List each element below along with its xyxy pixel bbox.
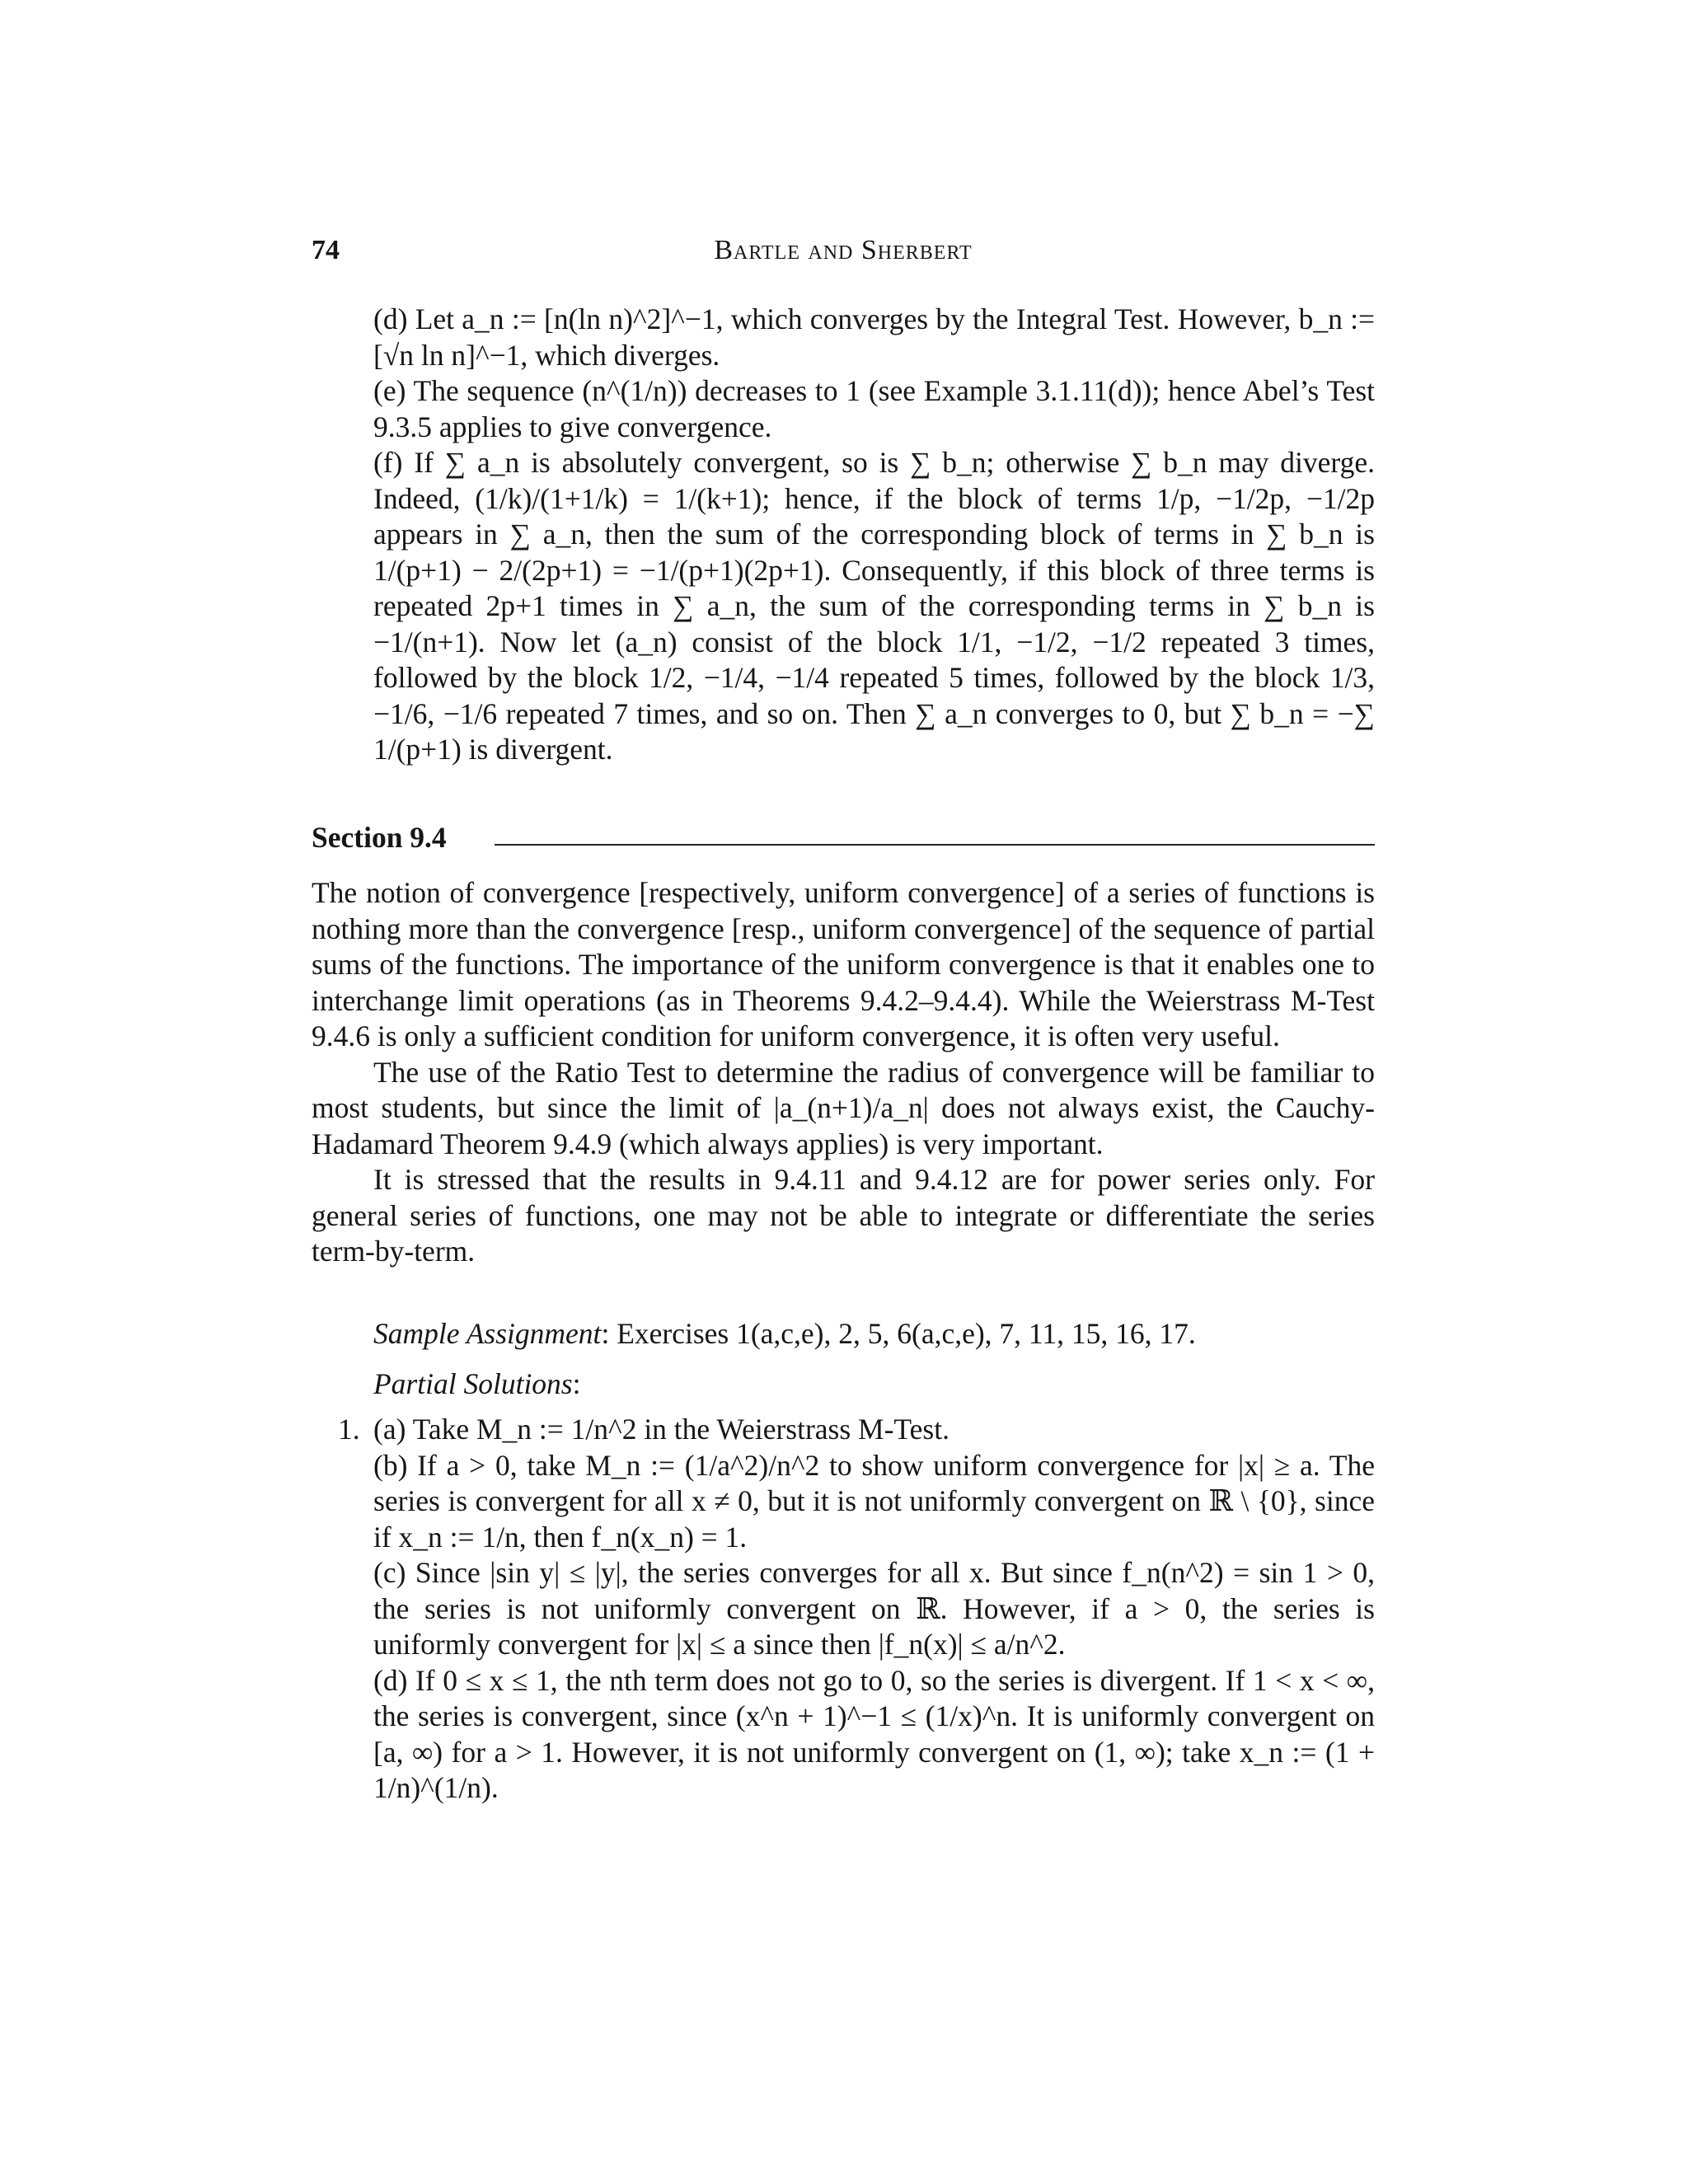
solution-item-f: (f) If ∑ a_n is absolutely convergent, so is ∑ b_n; otherwise ∑ b_n may diverge. Indeed, (1/k)/(1+1/k) = 1/(k+1); hence, if the block of terms 1/p, −1/2p, −1/2p appears in ∑ a_n, then the sum of the corresponding block of terms in ∑ b_n is 1/(p+1) − 2/(2p+1) = −1/(p+1)(2p+1). Consequently, if this block of three terms is repeated 2p+1 times in ∑ a_n, the sum of the corresponding terms in ∑ b_n is −1/(n+1). Now let (a_n) consist of the block 1/1, −1/2, −1/2 repeated 3 times, followed by the block 1/2, −1/4, −1/4 repeated 5 times, followed by the block 1/3, −1/6, −1/6 repeated 7 times, and so on. Then ∑ a_n converges to 0, but ∑ b_n = −∑ 1/(p+1) is divergent.: [373, 446, 1375, 766]
running-head: [312, 235, 1375, 266]
solution-1a: (a) Take M_n := 1/n^2 in the Weierstrass M-Test.: [373, 1413, 950, 1446]
page-header: [312, 235, 1375, 276]
exercise-solutions-continued: [373, 302, 1375, 768]
solutions-list: [373, 1412, 1375, 1807]
sample-assignment: Sample Assignment: Exercises 1(a,c,e), 2, 5, 6(a,c,e), 7, 11, 15, 16, 17.: [373, 1317, 1196, 1350]
partial-solutions-label: Partial Solutions: [373, 1367, 573, 1400]
solution-number: 1.: [338, 1413, 360, 1446]
solution-item-d: (d) Let a_n := [n(ln n)^2]^−1, which converges by the Integral Test. However, b_n := [√n ln n]^−1, which diverges.: [373, 302, 1375, 372]
solution-1c: (c) Since |sin y| ≤ |y|, the series converges for all x. But since f_n(n^2) = sin 1 > 0, the series is not uniformly convergent on ℝ. However, if a > 0, the series is uniformly convergent for |x| ≤ a since then |f_n(x)| ≤ a/n^2.: [373, 1556, 1375, 1661]
assignment-label: Sample Assignment: [373, 1317, 602, 1350]
page-number: 74: [312, 235, 340, 265]
running-head-text: Bartle and Sherbert: [714, 235, 973, 265]
section-rule: [495, 844, 1375, 846]
partial-solutions-heading: Partial Solutions:: [373, 1367, 581, 1400]
solution-1b: (b) If a > 0, take M_n := (1/a^2)/n^2 to show uniform convergence for |x| ≥ a. The series is convergent for all x ≠ 0, but it is not uniformly convergent on ℝ \ {0}, since if x_n := 1/n, then f_n(x_n) = 1.: [373, 1448, 1375, 1554]
assignment-text: Exercises 1(a,c,e), 2, 5, 6(a,c,e), 7, 11, 15, 16, 17.: [617, 1317, 1196, 1350]
section-title: Section 9.4: [312, 820, 465, 855]
section-body: [312, 875, 1375, 1270]
section-heading: [312, 820, 1375, 861]
body-paragraph: It is stressed that the results in 9.4.11 and 9.4.12 are for power series only. For general series of functions, one may not be able to integrate or differentiate the series term-by-term.: [312, 1163, 1375, 1268]
solution-item-e: (e) The sequence (n^(1/n)) decreases to 1 (see Example 3.1.11(d)); hence Abel’s Test 9.3.5 applies to give convergence.: [373, 374, 1375, 443]
body-paragraph: The notion of convergence [respectively, uniform convergence] of a series of functions is nothing more than the convergence [resp., uniform convergence] of the sequence of partial sums of the functions. The importance of the uniform convergence is that it enables one to interchange limit operations (as in Theorems 9.4.2–9.4.4). While the Weierstrass M-Test 9.4.6 is only a sufficient condition for uniform convergence, it is often very useful.: [312, 876, 1375, 1052]
solution-1d: (d) If 0 ≤ x ≤ 1, the nth term does not go to 0, so the series is divergent. If 1 < x < ∞, the series is convergent, since (x^n + 1)^−1 ≤ (1/x)^n. It is uniformly convergent on [a, ∞) for a > 1. However, it is not uniformly convergent on (1, ∞); take x_n := (1 + 1/n)^(1/n).: [373, 1663, 1375, 1804]
body-paragraph: The use of the Ratio Test to determine the radius of convergence will be familiar to most students, but since the limit of |a_(n+1)/a_n| does not always exist, the Cauchy-Hadamard Theorem 9.4.9 (which always applies) is very important.: [312, 1055, 1375, 1160]
